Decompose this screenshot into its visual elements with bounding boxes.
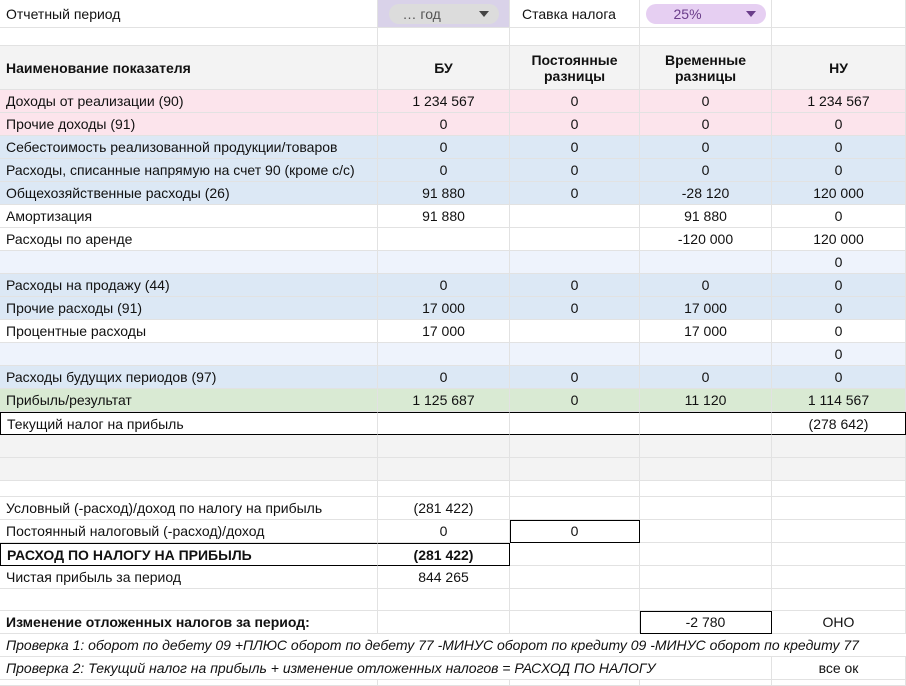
temp-cell[interactable] (640, 136, 772, 159)
temp-value: 0 (701, 116, 710, 132)
row-name: Себестоимость реализованной продукции/товаров (6, 139, 338, 155)
temp-value: -28 120 (681, 185, 730, 201)
row-name-cell[interactable] (0, 228, 378, 251)
temp-value: 0 (701, 277, 710, 293)
row-name: Расходы, списанные напрямую на счет 90 (кроме с/с) (6, 162, 355, 178)
bu-cell[interactable] (378, 366, 510, 389)
bu-cell[interactable] (378, 113, 510, 136)
header-perm-cell[interactable] (510, 46, 640, 90)
empty-cell[interactable] (378, 435, 510, 458)
expense-value-cell[interactable] (378, 543, 510, 566)
empty-cell[interactable] (0, 680, 378, 686)
empty-cell[interactable] (772, 0, 906, 28)
empty-cell[interactable] (640, 458, 772, 481)
nu-value: 120 000 (813, 231, 864, 247)
perm-value: 0 (570, 185, 579, 201)
nu-value: 120 000 (813, 185, 864, 201)
perm-value: 0 (570, 116, 579, 132)
row-name: Расходы по аренде (6, 231, 133, 247)
bu-value: 91 880 (422, 208, 465, 224)
bu-value: 0 (439, 277, 448, 293)
bu-value: 0 (439, 116, 448, 132)
empty-cell[interactable] (378, 611, 510, 634)
temp-value: 0 (701, 139, 710, 155)
table-row (0, 205, 906, 228)
net-value-cell[interactable] (378, 566, 510, 589)
perm-bu-cell[interactable] (378, 520, 510, 543)
empty-cell[interactable] (378, 28, 510, 46)
nu-cell[interactable] (772, 297, 906, 320)
temp-value: 17 000 (684, 300, 727, 316)
nu-value: 1 234 567 (807, 93, 870, 109)
empty-cell[interactable] (640, 481, 772, 497)
perm-value: 0 (570, 93, 579, 109)
summary-row (0, 566, 906, 589)
empty-cell[interactable] (772, 589, 906, 611)
perm-cell[interactable] (510, 297, 640, 320)
chevron-down-icon (746, 11, 756, 17)
nu-value: 0 (834, 346, 843, 362)
bu-value: 1 125 687 (412, 392, 475, 408)
empty-cell[interactable] (510, 680, 640, 686)
bu-cell[interactable] (378, 90, 510, 113)
temp-cell[interactable] (640, 159, 772, 182)
table-row (0, 320, 906, 343)
row-name: Прибыль/результат (6, 392, 132, 408)
rate-label: Ставка налога (522, 5, 616, 22)
empty-cell[interactable] (0, 481, 378, 497)
empty-cell[interactable] (640, 680, 772, 686)
bu-cell[interactable] (378, 182, 510, 205)
table-row (0, 389, 906, 412)
header-bu-cell[interactable] (378, 46, 510, 90)
row-name: Прочие доходы (91) (6, 116, 136, 132)
check2-result-cell[interactable] (772, 657, 906, 680)
empty-cell[interactable] (772, 680, 906, 686)
empty-cell[interactable] (378, 589, 510, 611)
table-row (0, 113, 906, 136)
bu-cell[interactable] (378, 159, 510, 182)
deferred-label: Изменение отложенных налогов за период: (6, 614, 310, 630)
row-name: Прочие расходы (91) (6, 300, 143, 316)
perm-value: 0 (570, 162, 579, 178)
bu-cell[interactable] (378, 274, 510, 297)
nu-value: 0 (834, 162, 843, 178)
empty-cell[interactable] (772, 28, 906, 46)
temp-cell[interactable] (640, 297, 772, 320)
temp-cell[interactable] (640, 343, 772, 366)
empty-cell[interactable] (510, 589, 640, 611)
header-row (0, 46, 906, 90)
table-row (0, 366, 906, 389)
nu-cell[interactable] (772, 159, 906, 182)
header-temp-cell[interactable] (640, 46, 772, 90)
perm-cell[interactable] (510, 113, 640, 136)
period-label-cell[interactable] (0, 0, 378, 28)
table-row (0, 297, 906, 320)
header-name-cell[interactable] (0, 46, 378, 90)
bu-value: 17 000 (422, 323, 465, 339)
perm-label: Постоянный налоговый (-расход)/доход (6, 523, 265, 539)
empty-cell[interactable] (772, 458, 906, 481)
perm-cell[interactable] (510, 343, 640, 366)
rate-label-cell[interactable] (510, 0, 640, 28)
row-name-cell[interactable] (0, 320, 378, 343)
perm-cell[interactable] (510, 205, 640, 228)
temp-cell[interactable] (640, 113, 772, 136)
empty-cell[interactable] (378, 680, 510, 686)
perm-label-cell[interactable] (0, 520, 378, 543)
temp-cell[interactable] (640, 320, 772, 343)
perm-value: 0 (570, 139, 579, 155)
perm-cell[interactable] (510, 182, 640, 205)
row-name-cell[interactable] (0, 182, 378, 205)
row-name-cell[interactable] (0, 113, 378, 136)
cond-value: (281 422) (413, 500, 474, 516)
net-value: 844 265 (418, 569, 469, 585)
empty-cell[interactable] (640, 566, 772, 589)
empty-cell[interactable] (772, 543, 906, 566)
empty-cell[interactable] (510, 611, 640, 634)
nu-cell[interactable] (772, 366, 906, 389)
period-label: Отчетный период (6, 5, 121, 22)
row-name-cell[interactable] (0, 205, 378, 228)
perm-cell[interactable] (510, 320, 640, 343)
empty-cell[interactable] (772, 520, 906, 543)
nu-cell[interactable] (772, 320, 906, 343)
empty-cell[interactable] (510, 566, 640, 589)
temp-value: 91 880 (684, 208, 727, 224)
empty-cell[interactable] (0, 589, 378, 611)
row-name-cell[interactable] (0, 297, 378, 320)
check2-text: Проверка 2: Текущий налог на прибыль + изменение отложенных налогов = РАСХОД ПО НАЛОГУ (6, 660, 656, 676)
deferred-label-cell[interactable] (0, 611, 378, 634)
nu-value: 1 114 567 (807, 392, 870, 408)
bu-value: 0 (439, 139, 448, 155)
check-row (0, 657, 906, 680)
empty-cell[interactable] (0, 28, 378, 46)
nu-cell[interactable] (772, 113, 906, 136)
bu-value: 1 234 567 (412, 93, 475, 109)
column-header-name: Наименование показателя (6, 59, 191, 76)
nu-cell[interactable] (772, 343, 906, 366)
table-row (0, 412, 906, 435)
perm-value: 0 (570, 300, 579, 316)
bu-cell[interactable] (378, 343, 510, 366)
chevron-down-icon (479, 11, 489, 17)
deferred-type: ОНО (822, 614, 855, 630)
temp-cell[interactable] (640, 90, 772, 113)
row-name-cell[interactable] (0, 412, 378, 435)
period-dropdown[interactable] (389, 4, 499, 24)
perm-cell[interactable] (510, 251, 640, 274)
empty-cell[interactable] (510, 497, 640, 520)
net-label: Чистая прибыль за период (6, 569, 181, 585)
temp-value: -120 000 (677, 231, 734, 247)
table-row (0, 182, 906, 205)
nu-value: 0 (834, 323, 843, 339)
spacer-row (0, 458, 906, 481)
row-name-cell[interactable] (0, 343, 378, 366)
perm-cell[interactable] (510, 412, 640, 435)
empty-cell[interactable] (772, 435, 906, 458)
bu-cell[interactable] (378, 389, 510, 412)
bu-cell[interactable] (378, 251, 510, 274)
row-name-cell[interactable] (0, 90, 378, 113)
row-name: Амортизация (6, 208, 93, 224)
row-name-cell[interactable] (0, 251, 378, 274)
net-label-cell[interactable] (0, 566, 378, 589)
perm-diff-value: 0 (570, 523, 579, 539)
summary-row (0, 543, 906, 566)
bu-cell[interactable] (378, 320, 510, 343)
empty-cell[interactable] (640, 543, 772, 566)
nu-cell[interactable] (772, 389, 906, 412)
table-row (0, 90, 906, 113)
empty-cell[interactable] (772, 566, 906, 589)
temp-cell[interactable] (640, 182, 772, 205)
nu-cell[interactable] (772, 205, 906, 228)
nu-value: 0 (834, 139, 843, 155)
period-select-cell[interactable] (378, 0, 510, 28)
nu-value: (278 642) (808, 415, 869, 432)
column-header-perm: Постоянные разницы (531, 51, 618, 84)
empty-cell[interactable] (0, 435, 378, 458)
check2-result: все ок (818, 660, 859, 676)
rate-dropdown[interactable] (646, 4, 766, 24)
spacer-row (0, 589, 906, 611)
temp-cell[interactable] (640, 205, 772, 228)
empty-cell[interactable] (0, 458, 378, 481)
nu-value: 0 (834, 369, 843, 385)
row-name-cell[interactable] (0, 366, 378, 389)
perm-cell[interactable] (510, 366, 640, 389)
perm-value: 0 (570, 392, 579, 408)
summary-row (0, 611, 906, 634)
empty-cell[interactable] (640, 435, 772, 458)
empty-cell[interactable] (772, 481, 906, 497)
spacer-row (0, 680, 906, 686)
summary-row (0, 520, 906, 543)
bu-value: 0 (439, 162, 448, 178)
nu-cell[interactable] (772, 90, 906, 113)
nu-cell[interactable] (772, 251, 906, 274)
table-row (0, 159, 906, 182)
row-name: Доходы от реализации (90) (6, 93, 184, 109)
row-name-cell[interactable] (0, 136, 378, 159)
row-name: Общехозяйственные расходы (26) (6, 185, 230, 201)
perm-cell[interactable] (510, 228, 640, 251)
empty-cell[interactable] (510, 543, 640, 566)
cond-label: Условный (-расход)/доход по налогу на прибыль (6, 500, 323, 516)
perm-cell[interactable] (510, 389, 640, 412)
empty-cell[interactable] (510, 458, 640, 481)
temp-cell[interactable] (640, 274, 772, 297)
rate-value: 25% (673, 5, 702, 22)
bu-cell[interactable] (378, 412, 510, 435)
nu-value: 0 (834, 116, 843, 132)
row-name: Расходы будущих периодов (97) (6, 369, 217, 385)
cond-label-cell[interactable] (0, 497, 378, 520)
check1-cell[interactable] (0, 634, 906, 657)
column-header-temp: Временные разницы (664, 51, 747, 84)
expense-value: (281 422) (413, 546, 474, 563)
temp-cell[interactable] (640, 412, 772, 435)
table-row (0, 343, 906, 366)
row-name: Расходы на продажу (44) (6, 277, 170, 293)
settings-row (0, 0, 906, 28)
row-name: Текущий налог на прибыль (7, 415, 184, 432)
nu-cell[interactable] (772, 274, 906, 297)
perm-bu-value: 0 (439, 523, 448, 539)
column-header-bu: БУ (434, 59, 453, 76)
spacer-row (0, 481, 906, 497)
check1-text: Проверка 1: оборот по дебету 09 +ПЛЮС оборот по дебету 77 -МИНУС оборот по кредиту 09 -МИНУС оборот по кредиту 77 (6, 637, 859, 653)
rate-select-cell[interactable] (640, 0, 772, 28)
temp-value: 0 (701, 369, 710, 385)
nu-cell[interactable] (772, 228, 906, 251)
perm-value: 0 (570, 277, 579, 293)
spacer-row (0, 28, 906, 46)
temp-cell[interactable] (640, 228, 772, 251)
temp-value: 17 000 (684, 323, 727, 339)
nu-cell[interactable] (772, 412, 906, 435)
deferred-value: -2 780 (685, 614, 726, 630)
temp-value: 11 120 (684, 392, 727, 408)
perm-cell[interactable] (510, 159, 640, 182)
table-row (0, 251, 906, 274)
perm-cell[interactable] (510, 136, 640, 159)
nu-value: 0 (834, 208, 843, 224)
row-name-cell[interactable] (0, 159, 378, 182)
row-name: Процентные расходы (6, 323, 147, 339)
temp-cell[interactable] (640, 251, 772, 274)
spacer-row (0, 435, 906, 458)
bu-cell[interactable] (378, 297, 510, 320)
empty-cell[interactable] (640, 28, 772, 46)
empty-cell[interactable] (640, 497, 772, 520)
empty-cell[interactable] (378, 458, 510, 481)
bu-value: 91 880 (422, 185, 465, 201)
empty-cell[interactable] (510, 481, 640, 497)
period-value: … год (402, 5, 441, 22)
column-header-nu: НУ (829, 59, 848, 76)
table-row (0, 228, 906, 251)
nu-value: 0 (834, 277, 843, 293)
nu-value: 0 (834, 300, 843, 316)
expense-label: РАСХОД ПО НАЛОГУ НА ПРИБЫЛЬ (7, 546, 252, 563)
bu-cell[interactable] (378, 136, 510, 159)
bu-cell[interactable] (378, 228, 510, 251)
perm-cell[interactable] (510, 274, 640, 297)
empty-cell[interactable] (640, 520, 772, 543)
cond-value-cell[interactable] (378, 497, 510, 520)
empty-cell[interactable] (772, 497, 906, 520)
temp-cell[interactable] (640, 389, 772, 412)
empty-cell[interactable] (510, 435, 640, 458)
check-row (0, 634, 906, 657)
table-row (0, 274, 906, 297)
bu-value: 17 000 (422, 300, 465, 316)
header-nu-cell[interactable] (772, 46, 906, 90)
nu-cell[interactable] (772, 182, 906, 205)
expense-label-cell[interactable] (0, 543, 378, 566)
row-name-cell[interactable] (0, 389, 378, 412)
summary-row (0, 497, 906, 520)
check2-cell[interactable] (0, 657, 772, 680)
deferred-value-cell[interactable] (640, 611, 772, 634)
temp-value: 0 (701, 162, 710, 178)
bu-cell[interactable] (378, 205, 510, 228)
row-name-cell[interactable] (0, 274, 378, 297)
empty-cell[interactable] (510, 28, 640, 46)
perm-value: 0 (570, 369, 579, 385)
nu-value: 0 (834, 254, 843, 270)
perm-diff-cell[interactable] (510, 520, 640, 543)
bu-value: 0 (439, 369, 448, 385)
temp-value: 0 (701, 93, 710, 109)
table-row (0, 136, 906, 159)
empty-cell[interactable] (640, 589, 772, 611)
deferred-type-cell[interactable] (772, 611, 906, 634)
temp-cell[interactable] (640, 366, 772, 389)
nu-cell[interactable] (772, 136, 906, 159)
perm-cell[interactable] (510, 90, 640, 113)
empty-cell[interactable] (378, 481, 510, 497)
